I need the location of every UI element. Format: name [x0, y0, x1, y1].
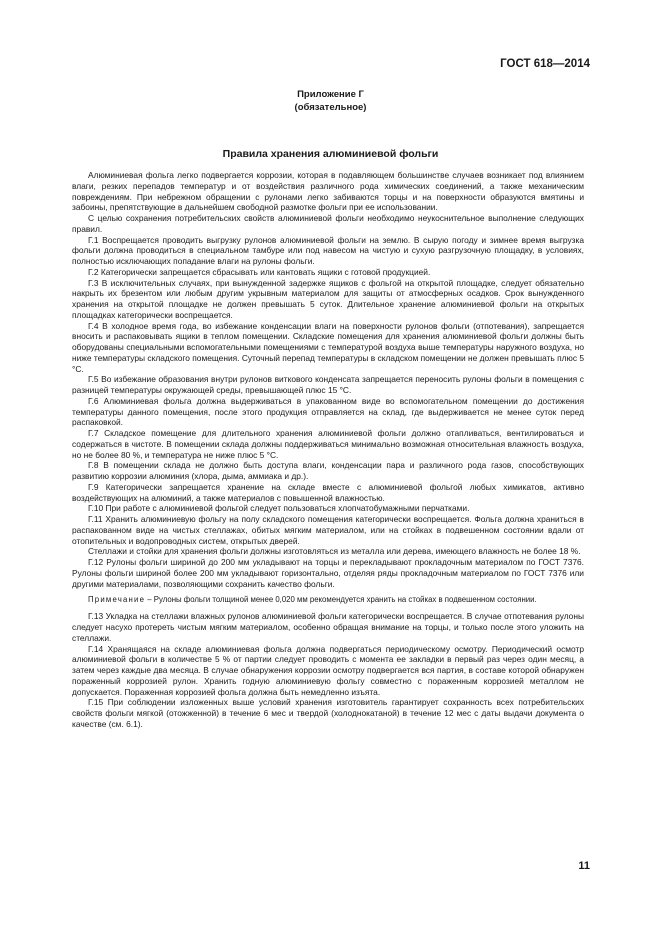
- note-text: – Рулоны фольги толщиной менее 0,020 мм рекомендуется хранить на стойках в подвешенном состоянии.: [145, 595, 537, 605]
- paragraph: Г.11 Хранить алюминиевую фольгу на полу складского помещения категорически воспрещается. Фольга должна храниться в распакованном виде на чистых стеллажах, обитых мягким материалом, или на стойках в подвешенном состоянии вдали от отопительных и водопроводных систем, открытых дверей.: [72, 514, 584, 546]
- paragraph: Г.2 Категорически запрещается сбрасывать или кантовать ящики с готовой продукцией.: [88, 266, 431, 277]
- paragraph: Г.12 Рулоны фольги шириной до 200 мм укладывают на торцы и перекладывают прокладочным материалом по ГОСТ 7376. Рулоны фольги шириной более 200 мм укладывают горизонтально, отделяя ряды прокладочным материалом по ГОСТ 7376 или другими материалами, позволяющими сохранить качество фольги.: [72, 557, 584, 589]
- paragraph: Г.1 Воспрещается проводить выгрузку рулонов алюминиевой фольги на землю. В сырую погоду и зимнее время выгрузка фольги должна проводиться в специальном тамбуре или под навесом на чистую и сухую разгрузочную площадку, в условиях, полностью исключающих попадание влаги на рулоны фольги.: [72, 234, 584, 266]
- paragraph: Г.7 Складское помещение для длительного хранения алюминиевой фольги должно отапливаться, вентилироваться и содержаться в чистоте. В помещении склада должны поддерживаться минимально возможная относительная влажность воздуха, но не более 80 %, и температура не ниже плюс 5 °С.: [72, 428, 584, 460]
- section-title: Правила хранения алюминиевой фольги: [222, 148, 439, 160]
- paragraph: Г.9 Категорически запрещается хранение на складе вместе с алюминиевой фольгой любых химикатов, активно воздействующих на алюминий, а также материалов с повышенной влажностью.: [72, 481, 584, 503]
- paragraph: Алюминиевая фольга легко подвергается коррозии, которая в подавляющем большинстве случаев возникает под влиянием влаги, резких перепадов температур и от воздействия различного рода химических соединений, а также механическим повреждениям. При небрежном обращении с рулонами легко забиваются торцы и на поверхности образуются вмятины и забоины, препятствующие в дальнейшем свободной размотке фольги при ее использовании.: [72, 170, 584, 213]
- paragraph: Г.14 Хранящаяся на складе алюминиевая фольга должна подвергаться периодическому осмотру. Периодический осмотр алюминиевой фольги в количестве 5 % от партии следует проводить с момента ее закладки в первый раз через один месяц, а затем через каждые два месяца. В случае обнаружения коррозии осмотру подвергается вся партия, в составе которой обнаружен пораженный коррозией рулон. Хранить годную алюминиевую фольгу совместно с пораженным коррозией металлом не допускается. Пораженная коррозией фольга должна быть немедленно изъята.: [72, 643, 584, 697]
- paragraph: Стеллажи и стойки для хранения фольги должны изготовляться из металла или дерева, имеющего влажность не более 18 %.: [88, 546, 581, 557]
- appendix-heading: [0, 88, 661, 114]
- paragraph: Г.5 Во избежание образования внутри рулонов виткового конденсата запрещается переносить рулоны фольги в помещения с разницей температуры окружающей среды, превышающей плюс 15 °С.: [72, 374, 584, 395]
- body-text: [72, 170, 584, 730]
- paragraph: Г.3 В исключительных случаях, при вынужденной задержке ящиков с фольгой на открытой площадке, следует обязательно накрыть их брезентом или любым другим укрывным материалом для защиты от атмосферных осадков. Срок вынужденного хранения на открытой площадке не должен превышать 5 суток. Длительное хранение алюминиевой фольги на открытых площадках категорически воспрещается.: [72, 277, 584, 320]
- paragraph: Г.4 В холодное время года, во избежание конденсации влаги на поверхности рулонов фольги (отпотевания), запрещается вносить и распаковывать ящики в теплом помещении. Складские помещения для хранения алюминиевой фольги должны быть оборудованы специальными вспомогательными помещениями с температурой воздуха выше температуры наружного воздуха, но ниже температуры складского помещения. Суточный перепад температуры в складском помещении не должен превышать плюс 5 °С.: [72, 320, 584, 374]
- note-label: Примечание: [88, 595, 146, 605]
- note: [72, 595, 584, 605]
- paragraph: Г.8 В помещении склада не должно быть доступа влаги, конденсации пара и различного рода газов, способствующих развитию коррозии алюминия (хлора, дыма, аммиака и др.).: [72, 460, 584, 481]
- appendix-status: (обязательное): [294, 102, 367, 113]
- paragraph: Г.6 Алюминиевая фольга должна выдерживаться в упакованном виде во вспомогательном помещении до достижения температуры данного помещения, после этого продукция отправляется на склад, где выдерживается не менее суток перед распаковкой.: [72, 395, 584, 428]
- document-code: ГОСТ 618—2014: [500, 58, 590, 70]
- paragraph: Г.13 Укладка на стеллажи влажных рулонов алюминиевой фольги категорически воспрещается. В случае отпотевания рулоны следует насухо протереть чистым мягким материалом, особенно обращая внимание на торцы, и только после этого уложить на стеллажи.: [72, 611, 584, 643]
- paragraph: Г.15 При соблюдении изложенных выше условий хранения изготовитель гарантирует сохранность всех потребительских свойств фольги мягкой (отожженной) в течение 6 мес и твердой (холоднокатаной) в течение 12 мес с даты выдачи документа о качестве (см. 6.1).: [72, 697, 584, 729]
- appendix-label: Приложение Г: [297, 89, 364, 100]
- paragraph: С целью сохранения потребительских свойств алюминиевой фольги необходимо неукоснительное выполнение следующих правил.: [72, 213, 584, 234]
- page-number: 11: [578, 860, 590, 872]
- paragraph: Г.10 При работе с алюминиевой фольгой следует пользоваться хлопчатобумажными перчатками.: [88, 503, 470, 514]
